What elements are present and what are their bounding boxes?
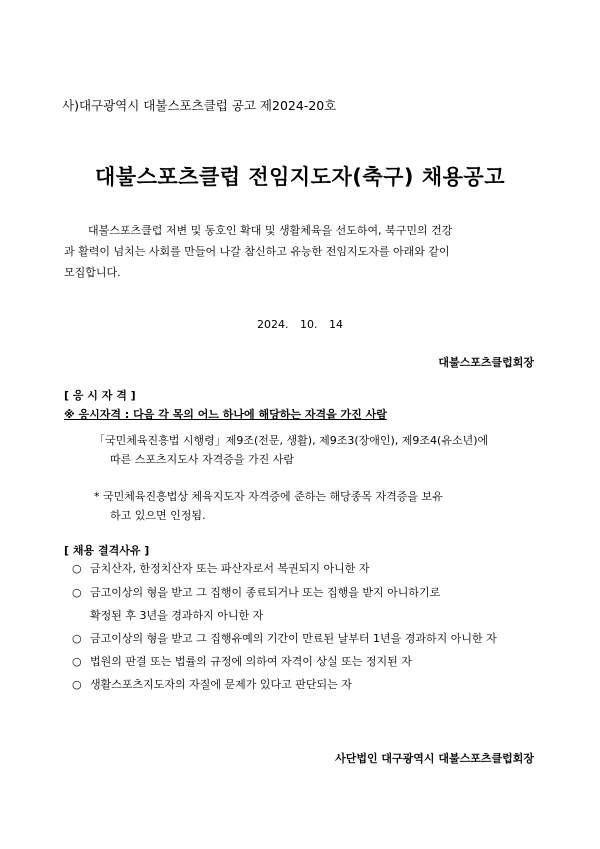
circle-bullet-icon: ○ — [72, 586, 82, 599]
qualification-item-1-cont: 따른 스포츠지도사 자격증을 가진 사람 — [110, 453, 295, 466]
intro-line: 대불스포츠클럽 저변 및 동호인 확대 및 생활체육을 선도하여, 북구민의 건강 — [88, 224, 453, 237]
disqualification-text: 금고이상의 형을 받고 그 집행유예의 기간이 만료된 날부터 1년을 경과하지 아니한 자 — [90, 632, 497, 645]
disqualification-item — [72, 676, 352, 692]
disqualification-item — [72, 584, 440, 600]
qualification-item-1: 「국민체육진흥법 시행령」제9조(전문, 생활), 제9조3(장애인), 제9조4(유소년)에 — [94, 434, 489, 447]
disqualification-item-cont: 확정된 후 3년을 경과하지 아니한 자 — [90, 609, 264, 622]
disqualification-text: 금치산자, 한정치산자 또는 파산자로서 복권되지 아니한 자 — [90, 562, 370, 575]
disqualification-heading: [ 채용 결격사유 ] — [64, 544, 150, 557]
qualification-item-2-cont: 하고 있으면 인정됨. — [110, 509, 206, 522]
circle-bullet-icon: ○ — [72, 562, 82, 575]
issuer-signature-bottom: 사단법인 대구광역시 대불스포츠클럽회장 — [335, 752, 534, 765]
notice-date: 2024. 10. 14 — [257, 318, 343, 331]
disqualification-text: 생활스포츠지도자의 자질에 문제가 있다고 판단되는 자 — [90, 678, 352, 691]
notice-number: 사)대구광역시 대불스포츠클럽 공고 제2024-20호 — [62, 98, 337, 113]
circle-bullet-icon: ○ — [72, 655, 82, 668]
disqualification-item — [72, 560, 370, 576]
intro-paragraph — [64, 220, 540, 283]
qualification-item-2: * 국민체육진흥법상 체육지도자 자격증에 준하는 해당종목 자격증을 보유 — [94, 490, 443, 503]
intro-line: 모집합니다. — [64, 266, 121, 279]
page-title: 대불스포츠클럽 전임지도자(축구) 채용공고 — [95, 165, 505, 189]
qualification-note: ※ 응시자격 : 다음 각 목의 어느 하나에 해당하는 자격을 가진 사람 — [64, 408, 387, 421]
disqualification-item — [72, 630, 497, 646]
qualification-heading: [ 응 시 자 격 ] — [64, 389, 136, 402]
issuer-signature-top: 대불스포츠클럽회장 — [438, 356, 534, 369]
disqualification-text: 금고이상의 형을 받고 그 집행이 종료되거나 또는 집행을 받지 아니하기로 — [90, 586, 441, 599]
intro-line: 과 활력이 넘치는 사회를 만들어 나갈 참신하고 유능한 전임지도자를 아래와 같이 — [64, 245, 450, 258]
disqualification-text: 법원의 판결 또는 법률의 규정에 의하여 자격이 상실 또는 정지된 자 — [90, 655, 412, 668]
circle-bullet-icon: ○ — [72, 632, 82, 645]
disqualification-item — [72, 653, 412, 669]
circle-bullet-icon: ○ — [72, 678, 82, 691]
